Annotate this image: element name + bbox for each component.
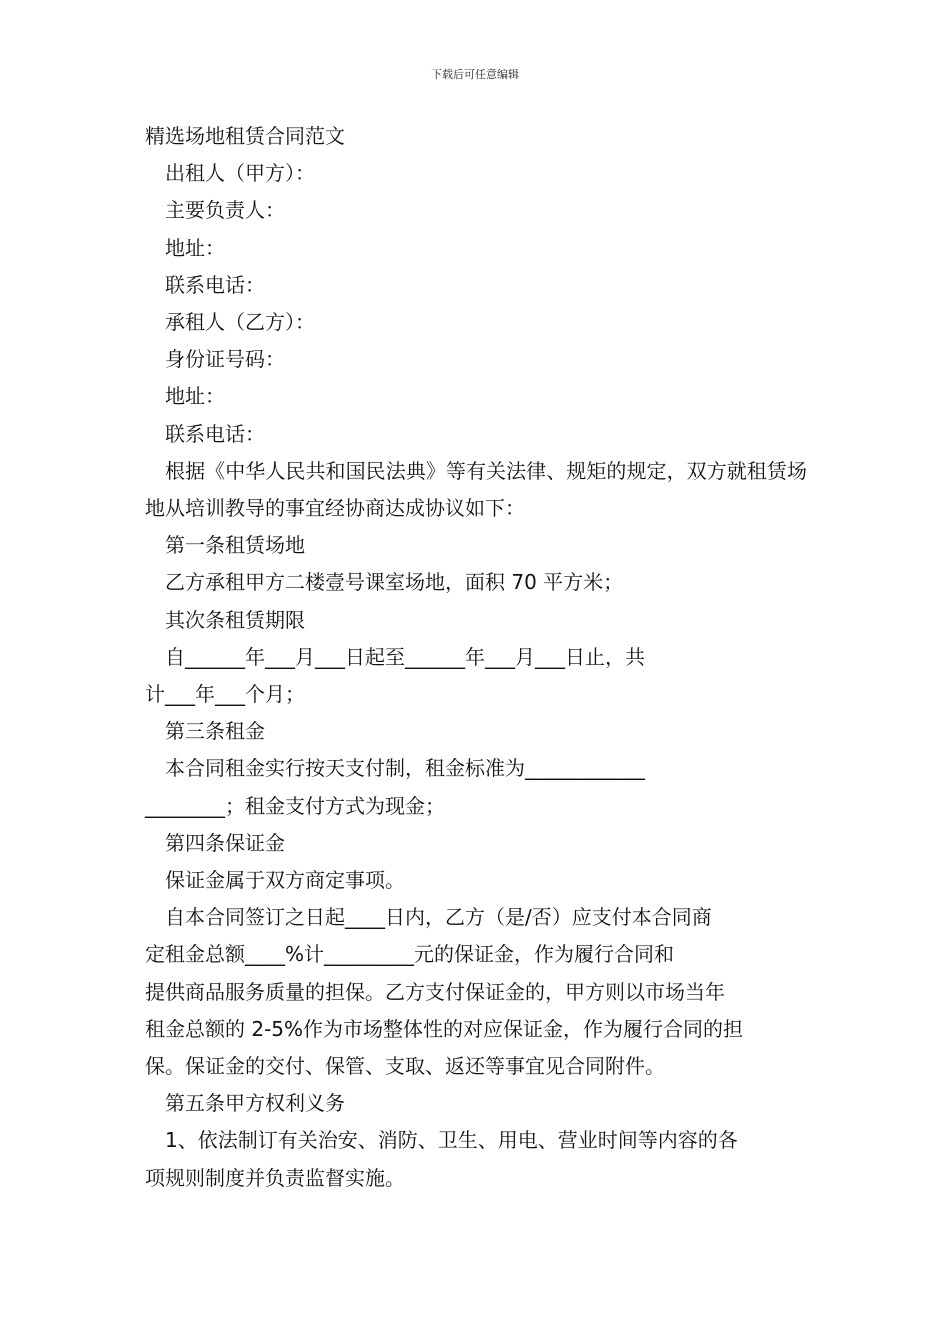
page-header-note: 下载后可任意编辑	[431, 68, 519, 81]
article-3-body-line2: ________；租金支付方式为现金；	[145, 793, 445, 818]
lessor-phone: 联系电话：	[165, 272, 265, 297]
article-4-body2-line1: 自本合同签订之日起____日内，乙方（是/否）应支付本合同商	[165, 905, 712, 930]
article-3-body-line1: 本合同租金实行按天支付制，租金标准为____________	[165, 756, 645, 781]
lessor-address: 地址：	[165, 235, 225, 260]
lessee-phone: 联系电话：	[165, 421, 265, 446]
article-2-body-line2: 计___年___个月；	[145, 682, 305, 707]
article-2-body-line1: 自______年___月___日起至______年___月___日止，共	[165, 644, 645, 669]
lessor-label: 出租人（甲方）：	[165, 161, 315, 186]
article-4-body2-line5: 保。保证金的交付、保管、支取、返还等事宜见合同附件。	[145, 1054, 665, 1079]
article-5-item1-line2: 项规则制度并负责监督实施。	[145, 1165, 405, 1190]
article-4-body2-line3: 提供商品服务质量的担保。乙方支付保证金的，甲方则以市场当年	[145, 979, 725, 1004]
document-title: 精选场地租赁合同范文	[145, 124, 345, 148]
contract-body	[145, 118, 807, 1197]
article-3-title: 第三条租金	[165, 719, 265, 744]
article-4-title: 第四条保证金	[165, 830, 285, 855]
article-4-body1: 保证金属于双方商定事项。	[165, 868, 405, 893]
lessee-id: 身份证号码：	[165, 347, 285, 372]
article-5-item1-line1: 1、依法制订有关治安、消防、卫生、用电、营业时间等内容的各	[165, 1128, 738, 1153]
article-5-title: 第五条甲方权利义务	[165, 1091, 345, 1116]
article-1-title: 第一条租赁场地	[165, 533, 305, 558]
lessor-person: 主要负责人：	[165, 198, 285, 223]
article-4-body2-line4: 租金总额的 2-5%作为市场整体性的对应保证金，作为履行合同的担	[145, 1016, 744, 1041]
preamble-paragraph: 根据《中华人民共和国民法典》等有关法律、规矩的规定，双方就租赁场地从培训教导的事宜经协商达成协议如下：	[145, 458, 807, 521]
article-2-title: 其次条租赁期限	[165, 607, 305, 632]
lessee-address: 地址：	[165, 384, 225, 409]
article-4-body2-line2: 定租金总额____%计_________元的保证金，作为履行合同和	[145, 942, 675, 967]
article-1-body: 乙方承租甲方二楼壹号课室场地，面积 70 平方米；	[165, 570, 624, 595]
lessee-label: 承租人（乙方）：	[165, 310, 315, 335]
